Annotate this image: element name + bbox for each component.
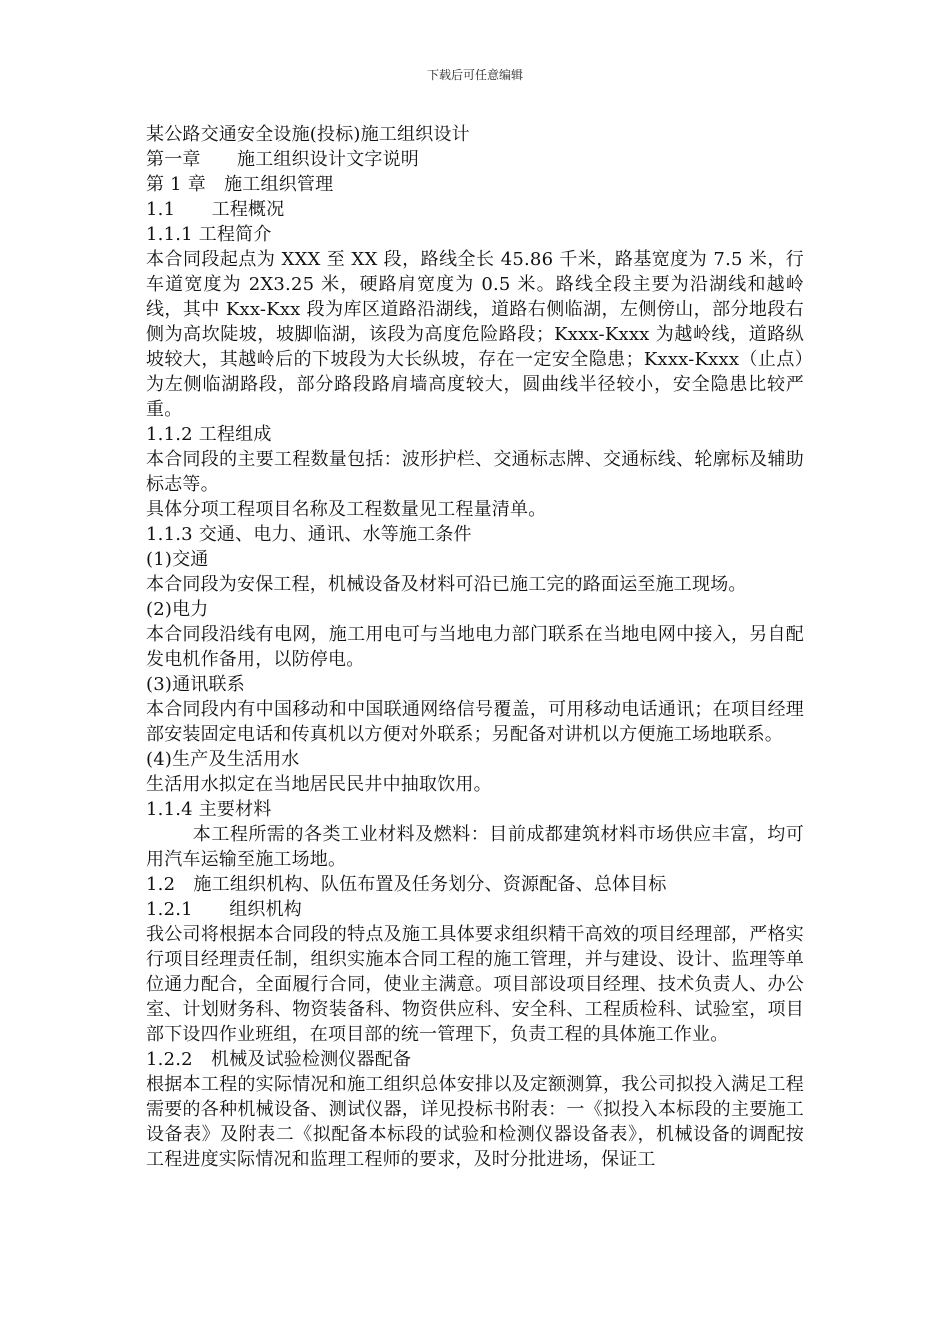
subsection-heading: 1.2.1 组织机构 <box>146 899 302 920</box>
subsection-heading: 1.1.1 工程简介 <box>146 224 272 245</box>
document-title: 某公路交通安全设施(投标)施工组织设计 <box>146 124 470 145</box>
body-paragraph: 本工程所需的各类工业材料及燃料：目前成都建筑材料市场供应丰富，均可用汽车运输至施工场地。 <box>146 824 804 870</box>
page-header: 下载后可任意编辑 <box>426 68 523 82</box>
section-heading: 1.1 工程概况 <box>146 199 285 220</box>
body-paragraph: 本合同段的主要工程数量包括：波形护栏、交通标志牌、交通标线、轮廓标及辅助标志等。 <box>146 449 804 495</box>
section-heading: 1.2 施工组织机构、队伍布置及任务划分、资源配备、总体目标 <box>146 874 667 895</box>
body-paragraph: 本合同段内有中国移动和中国联通网络信号覆盖，可用移动电话通讯；在项目经理部安装固定电话和传真机以方便对外联系；另配备对讲机以方便施工场地联系。 <box>146 699 804 745</box>
item-heading: (2)电力 <box>146 599 209 620</box>
chapter-heading: 第一章 施工组织设计文字说明 <box>146 149 419 170</box>
body-paragraph: 本合同段起点为 XXX 至 XX 段，路线全长 45.86 千米，路基宽度为 7.5 米，行车道宽度为 2X3.25 米，硬路肩宽度为 0.5 米。路线全段主要为沿湖线和越岭线，其中 Kxx-Kxx 段为库区道路沿湖线，道路右侧临湖，左侧傍山，部分地段右侧为高坎陡坡，坡脚临湖，该段为高度危险路段；Kxxx-Kxxx 为越岭线，道路纵坡较大，其越岭后的下坡段为大长纵坡，存在一定安全隐患；Kxxx-Kxxx（止点）为左侧临湖路段，部分路段路肩墙高度较大，圆曲线半径较小，安全隐患比较严重。 <box>146 249 804 420</box>
body-paragraph: 生活用水拟定在当地居民民井中抽取饮用。 <box>146 774 492 795</box>
subsection-heading: 1.1.2 工程组成 <box>146 424 272 445</box>
item-heading: (4)生产及生活用水 <box>146 749 300 770</box>
item-heading: (1)交通 <box>146 549 209 570</box>
body-paragraph: 我公司将根据本合同段的特点及施工具体要求组织精干高效的项目经理部，严格实行项目经理责任制，组织实施本合同工程的施工管理，并与建设、设计、监理等单位通力配合，全面履行合同，使业主满意。项目部设项目经理、技术负责人、办公室、计划财务科、物资装备科、物资供应科、安全科、工程质检科、试验室，项目部下设四作业班组，在项目部的统一管理下，负责工程的具体施工作业。 <box>146 924 804 1045</box>
body-paragraph: 本合同段沿线有电网，施工用电可与当地电力部门联系在当地电网中接入，另自配发电机作备用，以防停电。 <box>146 624 804 670</box>
subsection-heading: 1.2.2 机械及试验检测仪器配备 <box>146 1049 412 1070</box>
item-heading: (3)通讯联系 <box>146 674 245 695</box>
body-paragraph: 根据本工程的实际情况和施工组织总体安排以及定额测算，我公司拟投入满足工程需要的各种机械设备、测试仪器，详见投标书附表：一《拟投入本标段的主要施工设备表》及附表二《拟配备本标段的试验和检测仪器设备表》，机械设备的调配按工程进度实际情况和监理工程师的要求，及时分批进场，保证工 <box>146 1074 804 1170</box>
subsection-heading: 1.1.3 交通、电力、通讯、水等施工条件 <box>146 524 472 545</box>
document-body <box>146 122 804 1172</box>
body-paragraph: 本合同段为安保工程，机械设备及材料可沿已施工完的路面运至施工现场。 <box>146 574 747 595</box>
subsection-heading: 1.1.4 主要材料 <box>146 799 272 820</box>
chapter-heading: 第 1 章 施工组织管理 <box>146 174 334 195</box>
body-paragraph: 具体分项工程项目名称及工程数量见工程量清单。 <box>146 499 547 520</box>
